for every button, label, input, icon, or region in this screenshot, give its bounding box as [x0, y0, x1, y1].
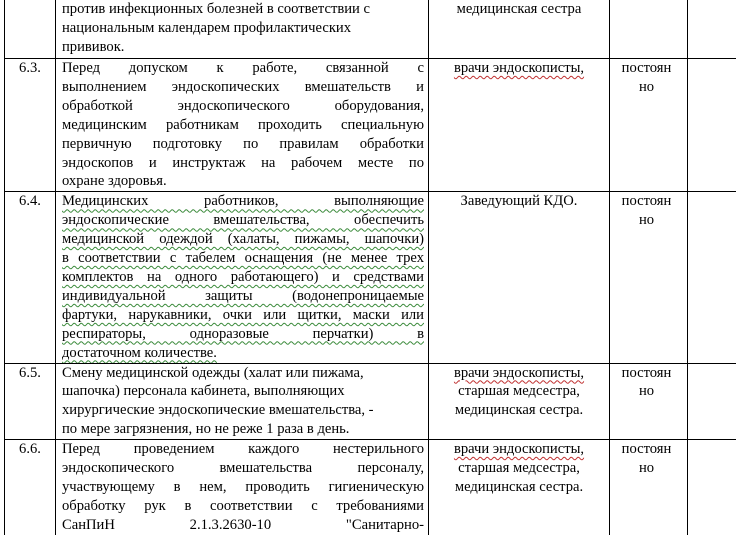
item-number: 6.6. [5, 440, 56, 535]
deadline-cell: постоян но [610, 192, 688, 363]
deadline-cell: постоян но [610, 363, 688, 440]
note-cell [688, 0, 736, 59]
responsible-cell: врачи эндоскописты, старшая медсестра, медицинская сестра. [429, 440, 610, 535]
item-text: против инфекционных болезней в соответствии с национальным календарем профилактических прививок. [56, 0, 429, 59]
item-text: Перед проведением каждого нестерильного эндоскопического вмешательства персоналу, участвующему в нем, проводить гигиеническую обработку рук в соответствии с требованиями СанПиН 2.1.3.2630-10 "Санитарно- [56, 440, 429, 535]
note-cell [688, 192, 736, 363]
item-text: Смену медицинской одежды (халат или пижама, шапочка) персонала кабинета, выполняющих хирургические эндоскопические вмешательства, - по мере загрязнения, но не реже 1 раза в день. [56, 363, 429, 440]
item-number: 6.4. [5, 192, 56, 363]
table-row [5, 440, 736, 535]
action-plan-table [4, 0, 736, 535]
table-row [5, 192, 736, 363]
deadline-cell: постоян но [610, 440, 688, 535]
table-row [5, 363, 736, 440]
item-text: Перед допуском к работе, связанной с выполнением эндоскопических вмешательств и обработкой эндоскопического оборудования, медицинским работникам проходить специальную первичную подготовку по правилам обработки эндоскопов и инструктаж на рабочем месте по охране здоровья. [56, 59, 429, 192]
responsible-cell: врачи эндоскописты, старшая медсестра, медицинская сестра. [429, 363, 610, 440]
deadline-cell: постоян но [610, 59, 688, 192]
item-number: 6.5. [5, 363, 56, 440]
responsible-cell: Заведующий КДО. [429, 192, 610, 363]
note-cell [688, 59, 736, 192]
deadline-cell [610, 0, 688, 59]
responsible-cell: медицинская сестра [429, 0, 610, 59]
item-number [5, 0, 56, 59]
item-text: Медицинских работников, выполняющие эндоскопические вмешательства, обеспечить медицинской одеждой (халаты, пижамы, шапочки) в соответствии с табелем оснащения (не менее трех комплектов на одного работающего) и средствами индивидуальной защиты (водонепроницаемые фартуки, нарукавники, очки или щитки, маски или респираторы, одноразовые перчатки) в достаточном количестве. [56, 192, 429, 363]
table-row [5, 0, 736, 59]
responsible-cell: врачи эндоскописты, [429, 59, 610, 192]
note-cell [688, 363, 736, 440]
table-row [5, 59, 736, 192]
note-cell [688, 440, 736, 535]
item-number: 6.3. [5, 59, 56, 192]
